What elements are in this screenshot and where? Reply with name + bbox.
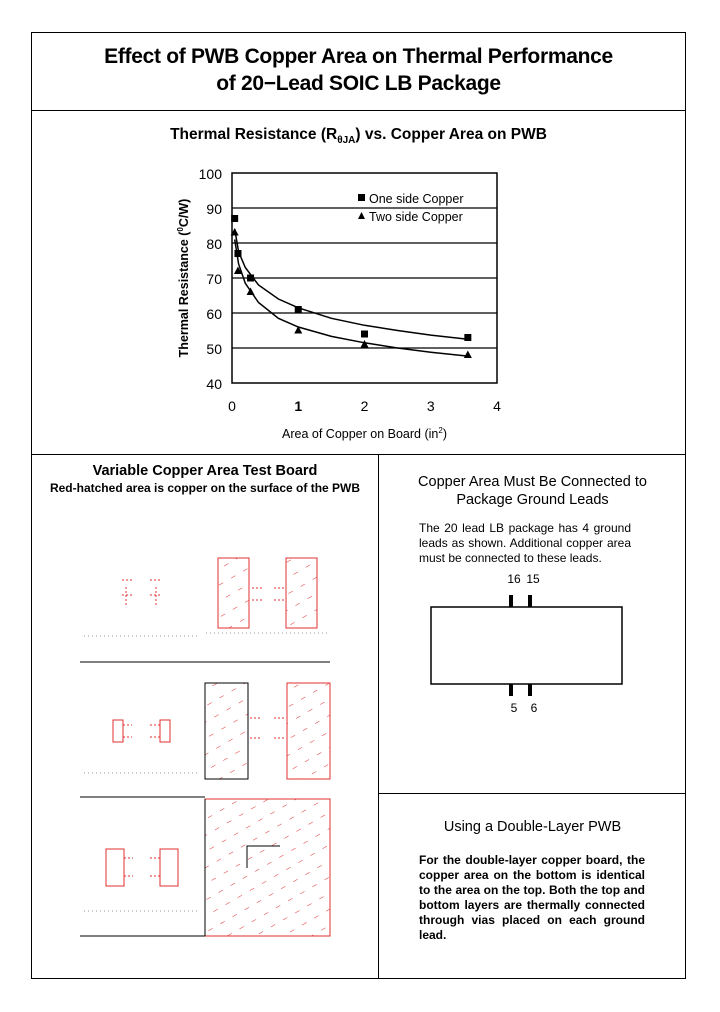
chart-title-sub: θJA (337, 135, 356, 147)
lead-6 (528, 684, 532, 696)
lead-16 (509, 595, 513, 607)
pin-label-6: 6 (530, 701, 538, 715)
chart-title-suffix: ) vs. Copper Area on PWB (355, 126, 547, 143)
y-tick-label: 70 (206, 271, 222, 287)
x-tick-label: 3 (426, 398, 435, 414)
page-title-line2: of 20−Lead SOIC LB Package (216, 72, 501, 95)
copper-area-large (205, 799, 330, 936)
legend-label-two-side: Two side Copper (369, 210, 463, 224)
pad-medium-left (106, 849, 124, 886)
lead-5 (509, 684, 513, 696)
y-tick-label: 60 (206, 306, 222, 322)
x-tick-label: 2 (360, 398, 369, 414)
y-axis-label: Thermal Resistance ($^0$C/W) (176, 198, 191, 358)
divider-right (378, 793, 686, 794)
pad-small-left (113, 720, 123, 742)
package-body (431, 607, 622, 684)
y-tick-label: 100 (198, 166, 222, 182)
x-tick-label: 0 (228, 398, 236, 414)
pad-small-right (160, 720, 170, 742)
x-tick-label: 1 (294, 398, 303, 414)
connect-title-line1: Copper Area Must Be Connected to (418, 474, 647, 490)
connect-text: The 20 lead LB package has 4 ground leads as shown. Additional copper area must be connected to these leads. (419, 521, 631, 565)
board-row-3 (80, 799, 330, 936)
connect-title-line2: Package Ground Leads (456, 492, 609, 508)
pin-label-15: 15 (526, 572, 540, 586)
lead-15 (528, 595, 532, 607)
test-board-title: Variable Copper Area Test Board (92, 463, 318, 479)
test-board-subtitle: Red-hatched area is copper on the surface of the PWB (49, 481, 361, 495)
double-layer-title: Using a Double-Layer PWB (443, 819, 622, 835)
x-axis-label: Area of Copper on Board $(in^2)$ (282, 426, 447, 441)
y-tick-label: 40 (206, 376, 222, 392)
double-layer-text: For the double-layer copper board, the copper area on the bottom is identical to the area on the top. Both the top and bottom layers are thermally connected through vias placed on each ground lead. (419, 853, 645, 942)
pad-medium-right (160, 849, 178, 886)
y-tick-label: 50 (206, 341, 222, 357)
chart-title-prefix: Thermal Resistance (R (170, 126, 338, 143)
x-tick-label: 4 (493, 398, 501, 414)
y-tick-label: 80 (206, 236, 222, 252)
page-title-line1: Effect of PWB Copper Area on Thermal Performance (104, 45, 613, 68)
pin-label-16: 16 (507, 572, 521, 586)
legend-label-one-side: One side Copper (369, 192, 464, 206)
y-tick-label: 90 (206, 201, 222, 217)
pin-label-5: 5 (510, 701, 518, 715)
